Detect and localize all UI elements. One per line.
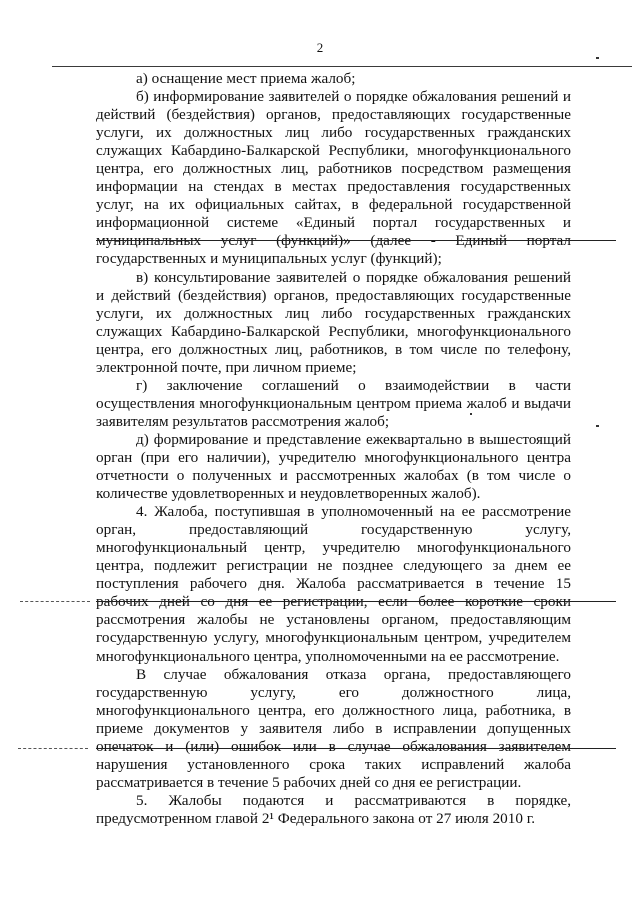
paragraph-5: 5. Жалобы подаются и рассматриваются в порядке, предусмотренном главой 2¹ Федерального закона от 27 июля 2010 г. bbox=[96, 791, 571, 827]
paragraph-g: г) заключение соглашений о взаимодействии в части осуществления многофункциональным центром приема жалоб и выдачи заявителям результатов рассмотрения жалоб; bbox=[96, 376, 571, 430]
scan-dash-left-2 bbox=[18, 748, 88, 749]
scan-line-2 bbox=[96, 601, 616, 602]
scan-speck-top bbox=[596, 57, 599, 59]
paragraph-a: а) оснащение мест приема жалоб; bbox=[136, 70, 356, 87]
paragraph-v: в) консультирование заявителей о порядке обжалования решений и действий (бездействия) органов, предоставляющих государственные услуги, их должностных лиц либо государственных гражданских служащих Кабардино-Балкарской Республики, многофункционального центра, его должностных лиц, работников, в том числе по телефону, электронной почте, при личном приеме; bbox=[96, 268, 571, 376]
scan-line-1 bbox=[96, 240, 616, 241]
scan-speck-dot bbox=[470, 413, 472, 415]
paragraph-4: 4. Жалоба, поступившая в уполномоченный на ее рассмотрение орган, предоставляющий государственную услугу, многофункциональный центр, учредителю многофункционального центра, подлежит регистрации не позднее следующего за днем ее поступления рабочего дня. Жалоба рассматривается в течение 15 рабочих дней со дня ее регистрации, если более короткие сроки рассмотрения жалобы не установлены органом, предоставляющим государственную услугу, многофункциональным центром, учредителем многофункционального центра, уполномоченными на ее рассмотрение. bbox=[96, 503, 571, 665]
paragraph-d: д) формирование и представление ежеквартально в вышестоящий орган (при его наличии), учредителю многофункционального центра отчетности о полученных и рассмотренных жалобах (в том числе о количестве удовлетворенных и неудовлетворенных жалоб). bbox=[96, 430, 571, 503]
page-number: 2 bbox=[316, 40, 324, 55]
document-body bbox=[96, 70, 571, 828]
top-scan-rule bbox=[52, 66, 632, 67]
scan-speck-mid bbox=[596, 425, 599, 427]
scan-dash-left-1 bbox=[20, 601, 90, 602]
paragraph-b: б) информирование заявителей о порядке обжалования решений и действий (бездействия) органов, предоставляющих государственные услуги, их должностных лиц либо государственных гражданских служащих Кабардино-Балкарской Республики, многофункционального центра, его должностных лиц, работников посредством размещения информации на стендах в местах предоставления государственных услуг, на их официальных сайтах, в федеральной государственной информационной системе «Единый портал государственных и муниципальных услуг (функций)» (далее - Единый портал государственных и муниципальных услуг (функций); bbox=[96, 88, 571, 268]
scan-line-3 bbox=[96, 748, 616, 749]
paragraph-refusal: В случае обжалования отказа органа, предоставляющего государственную услугу, его должностного лица, многофункционального центра, его должностного лица, работника, в приеме документов у заявителя либо в исправлении допущенных опечаток и (или) ошибок или в случае обжалования заявителем нарушения установленного срока таких исправлений жалоба рассматривается в течение 5 рабочих дней со дня ее регистрации. bbox=[96, 665, 571, 791]
